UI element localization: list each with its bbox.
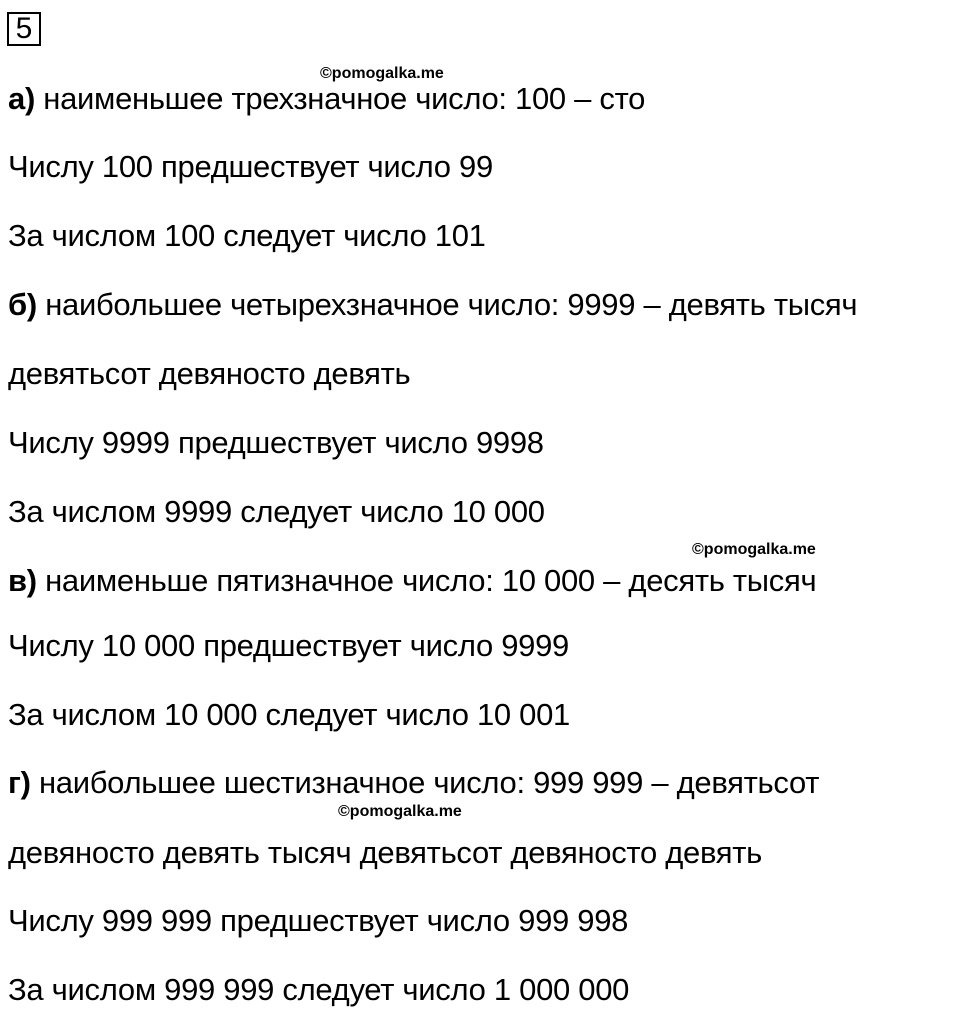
- part-b-line-1b: девятьсот девяносто девять: [8, 356, 411, 391]
- part-b-line-2: Числу 9999 предшествует число 9998: [8, 425, 544, 460]
- part-b-text: наибольшее четырехзначное число: 9999 – девять тысяч: [36, 287, 858, 322]
- part-g-label: г): [8, 765, 31, 800]
- part-b-line-3: За числом 9999 следует число 10 000: [8, 494, 545, 529]
- part-g-line-2: Числу 999 999 предшествует число 999 998: [8, 903, 629, 938]
- part-g-text: наибольшее шестизначное число: 999 999 – девятьсот: [30, 765, 820, 800]
- part-g-line-1b: девяносто девять тысяч девятьсот девяносто девять: [8, 835, 763, 870]
- part-b-label: б): [8, 287, 37, 322]
- part-a-line-2: Числу 100 предшествует число 99: [8, 149, 493, 184]
- part-v-label: в): [8, 563, 37, 598]
- part-b-line-1: [8, 287, 857, 323]
- part-a-label: а): [8, 81, 35, 116]
- part-v-line-3: За числом 10 000 следует число 10 001: [8, 697, 570, 732]
- part-a-line-1: [8, 81, 645, 117]
- part-g-line-1: [8, 765, 819, 801]
- part-v-text: наименьше пятизначное число: 10 000 – десять тысяч: [36, 563, 817, 598]
- watermark-bottom: ©pomogalka.me: [338, 803, 462, 820]
- part-a-text: наименьшее трехзначное число: 100 – сто: [34, 81, 646, 116]
- part-v-line-1: [8, 563, 816, 599]
- watermark-middle: ©pomogalka.me: [692, 541, 816, 558]
- part-v-line-2: Числу 10 000 предшествует число 9999: [8, 628, 569, 663]
- watermark-top: ©pomogalka.me: [320, 65, 444, 82]
- task-number-box: 5: [7, 12, 41, 46]
- part-g-line-3: За числом 999 999 следует число 1 000 000: [8, 972, 630, 1007]
- part-a-line-3: За числом 100 следует число 101: [8, 218, 486, 253]
